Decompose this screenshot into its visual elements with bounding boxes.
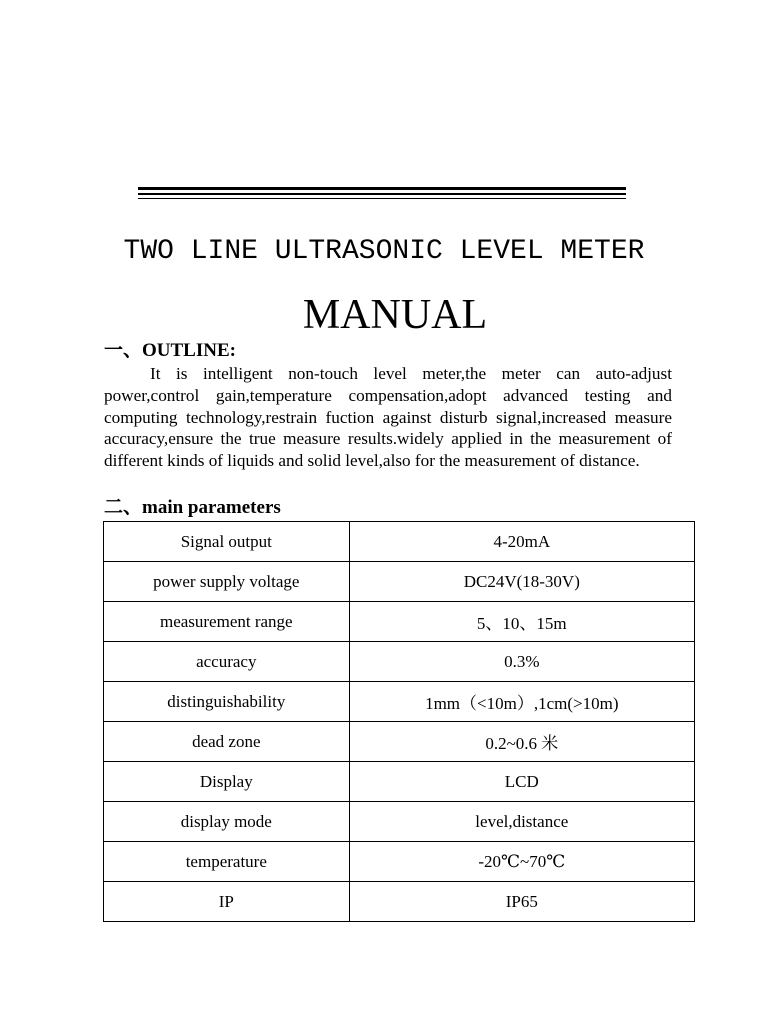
parameter-value: level,distance xyxy=(349,802,694,842)
table-row xyxy=(104,522,695,562)
parameter-value: 0.2~0.6 米 xyxy=(349,722,694,762)
outline-paragraph: It is intelligent non-touch level meter,the meter can auto-adjust power,control gain,temperature compensation,adopt advanced testing and computing technology,restrain fuction against disturb signal,increased measure accuracy,ensure the true measure results.widely applied in the measurement of different kinds of liquids and solid level,also for the measurement of distance. xyxy=(104,364,672,471)
parameter-value: -20℃~70℃ xyxy=(349,842,694,882)
table-row xyxy=(104,722,695,762)
parameter-value: IP65 xyxy=(349,882,694,922)
document-subtitle: TWO LINE ULTRASONIC LEVEL METER xyxy=(123,236,645,267)
table-row xyxy=(104,802,695,842)
parameter-name: temperature xyxy=(104,842,350,882)
table-row xyxy=(104,562,695,602)
parameter-value: 5、10、15m xyxy=(349,602,694,642)
parameter-value: 4-20mA xyxy=(349,522,694,562)
parameter-value: 0.3% xyxy=(349,642,694,682)
parameter-name: accuracy xyxy=(104,642,350,682)
header-rule-middle xyxy=(138,193,626,195)
parameter-value: LCD xyxy=(349,762,694,802)
outline-heading: 一、OUTLINE: xyxy=(104,340,236,361)
parameter-value: 1mm（<10m）,1cm(>10m) xyxy=(349,682,694,722)
parameter-name: distinguishability xyxy=(104,682,350,722)
table-row xyxy=(104,602,695,642)
parameter-value: DC24V(18-30V) xyxy=(349,562,694,602)
parameters-table xyxy=(103,521,695,922)
parameter-name: Display xyxy=(104,762,350,802)
parameters-heading: 二、main parameters xyxy=(104,497,281,518)
table-row xyxy=(104,762,695,802)
parameter-name: power supply voltage xyxy=(104,562,350,602)
document-title: MANUAL xyxy=(302,292,488,338)
parameter-name: IP xyxy=(104,882,350,922)
header-rule-thin xyxy=(138,198,626,199)
table-row xyxy=(104,882,695,922)
header-rule-thick xyxy=(138,187,626,190)
table-row xyxy=(104,642,695,682)
parameter-name: measurement range xyxy=(104,602,350,642)
table-row xyxy=(104,842,695,882)
parameter-name: dead zone xyxy=(104,722,350,762)
parameter-name: Signal output xyxy=(104,522,350,562)
parameter-name: display mode xyxy=(104,802,350,842)
table-row xyxy=(104,682,695,722)
